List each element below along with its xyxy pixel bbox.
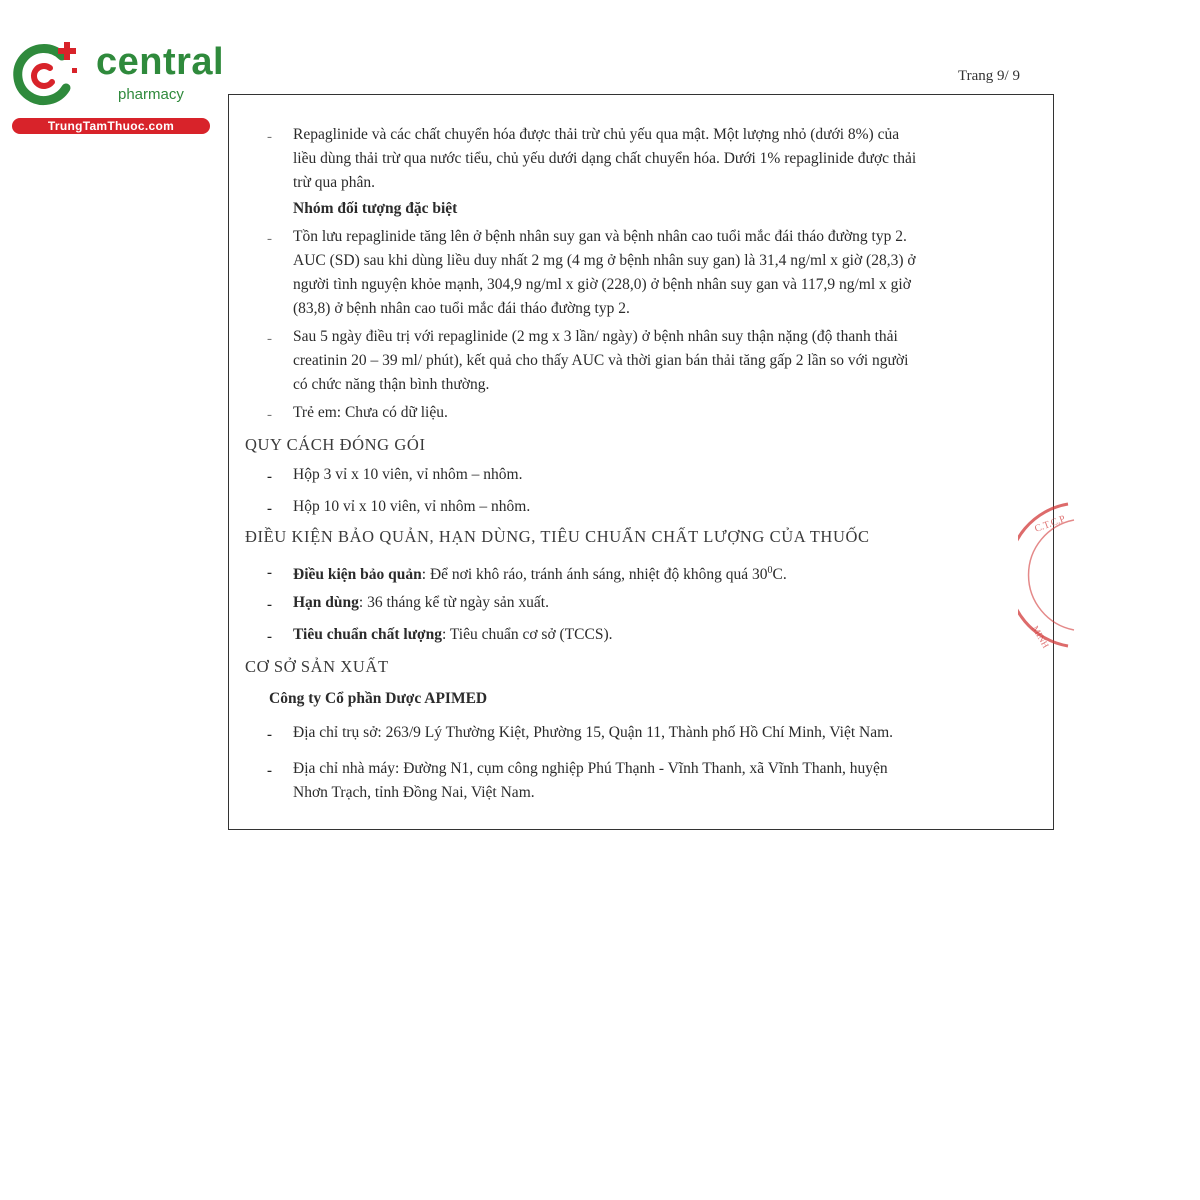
section-heading-storage: ĐIỀU KIỆN BẢO QUẢN, HẠN DÙNG, TIÊU CHUẨN CHẤT LƯỢNG CỦA THUỐC <box>245 527 870 546</box>
storage-text: : Để nơi khô ráo, tránh ánh sáng, nhiệt độ không quá 30 <box>421 566 768 584</box>
logo-brand-text: central <box>96 41 225 83</box>
bullet-dash: - <box>267 231 272 247</box>
bullet-dash: - <box>267 597 272 613</box>
text-line: trừ qua phân. <box>293 174 376 191</box>
storage-text: : 36 tháng kể từ ngày sản xuất. <box>358 594 549 611</box>
text-line: Tồn lưu repaglinide tăng lên ở bệnh nhân suy gan và bệnh nhân cao tuổi mắc đái tháo đường typ 2. <box>293 228 907 245</box>
storage-item <box>293 625 613 645</box>
superscript: 0 <box>767 565 773 576</box>
bullet-dash: - <box>267 727 272 743</box>
address-factory: Địa chỉ nhà máy: Đường N1, cụm công nghiệp Phú Thạnh - Vĩnh Thanh, xã Vĩnh Thanh, huyện <box>293 760 888 777</box>
bullet-dash: - <box>267 407 272 423</box>
packaging-item: Hộp 10 vỉ x 10 viên, vỉ nhôm – nhôm. <box>293 498 531 515</box>
storage-label: Điều kiện bảo quản <box>293 566 422 584</box>
bullet-dash: - <box>267 629 272 645</box>
storage-item <box>293 593 549 613</box>
logo-sub-text: pharmacy <box>118 86 184 103</box>
bullet-dash: - <box>267 763 272 779</box>
text-line: AUC (SD) sau khi dùng liều duy nhất 2 mg (4 mg ở bệnh nhân suy gan) là 31,4 ng/ml x giờ (28,3) ở <box>293 252 916 269</box>
brand-logo <box>10 38 225 138</box>
logo-site-text: TrungTamThuoc.com <box>12 118 210 134</box>
text-line: Sau 5 ngày điều trị với repaglinide (2 mg x 3 lần/ ngày) ở bệnh nhân suy thận nặng (độ thanh thải <box>293 328 898 345</box>
svg-text:MINH: MINH <box>1030 624 1051 650</box>
section-heading-manufacturer: CƠ SỞ SẢN XUẤT <box>245 657 389 676</box>
bullet-dash: - <box>267 129 272 145</box>
bullet-dash: - <box>267 501 272 517</box>
address-hq: Địa chỉ trụ sở: 263/9 Lý Thường Kiệt, Phường 15, Quận 11, Thành phố Hồ Chí Minh, Việt Nam. <box>293 724 894 741</box>
text-line: creatinin 20 – 39 ml/ phút), kết quả cho thấy AUC và thời gian bán thải tăng gấp 2 lần so với người <box>293 352 909 369</box>
storage-item <box>293 561 787 585</box>
company-name: Công ty Cổ phần Dược APIMED <box>269 690 488 707</box>
text-line: có chức năng thận bình thường. <box>293 376 490 393</box>
text-line: Trẻ em: Chưa có dữ liệu. <box>293 404 448 421</box>
bullet-dash: - <box>267 565 272 581</box>
page-number: Trang 9/ 9 <box>958 68 1020 84</box>
company-seal-stamp <box>1018 500 1078 650</box>
storage-label: Hạn dùng <box>293 594 359 611</box>
packaging-item: Hộp 3 vỉ x 10 viên, vỉ nhôm – nhôm. <box>293 466 523 483</box>
bullet-dash: - <box>267 469 272 485</box>
text-line: người tình nguyện khỏe mạnh, 304,9 ng/ml x giờ (228,0) ở bệnh nhân suy gan và 117,9 ng/ml x giờ <box>293 276 911 293</box>
bullet-dash: - <box>267 331 272 347</box>
central-pharmacy-logo-icon <box>10 38 82 110</box>
storage-text-tail: C. <box>772 566 787 584</box>
document-page <box>228 94 1054 830</box>
storage-text: : Tiêu chuẩn cơ sở (TCCS). <box>441 626 613 643</box>
address-factory: Nhơn Trạch, tỉnh Đồng Nai, Việt Nam. <box>293 784 535 801</box>
text-line: Repaglinide và các chất chuyển hóa được thải trừ chủ yếu qua mật. Một lượng nhỏ (dưới 8%) của <box>293 126 900 143</box>
text-line: (83,8) ở bệnh nhân cao tuổi mắc đái tháo đường typ 2. <box>293 300 630 317</box>
svg-text:C.T.C.P: C.T.C.P <box>1033 513 1067 535</box>
storage-label: Tiêu chuẩn chất lượng <box>293 626 442 643</box>
section-heading-packaging: QUY CÁCH ĐÓNG GÓI <box>245 435 426 454</box>
text-line: liều dùng thải trừ qua nước tiểu, chủ yếu dưới dạng chất chuyển hóa. Dưới 1% repaglinide được thải <box>293 150 917 167</box>
subheading: Nhóm đối tượng đặc biệt <box>293 200 458 217</box>
